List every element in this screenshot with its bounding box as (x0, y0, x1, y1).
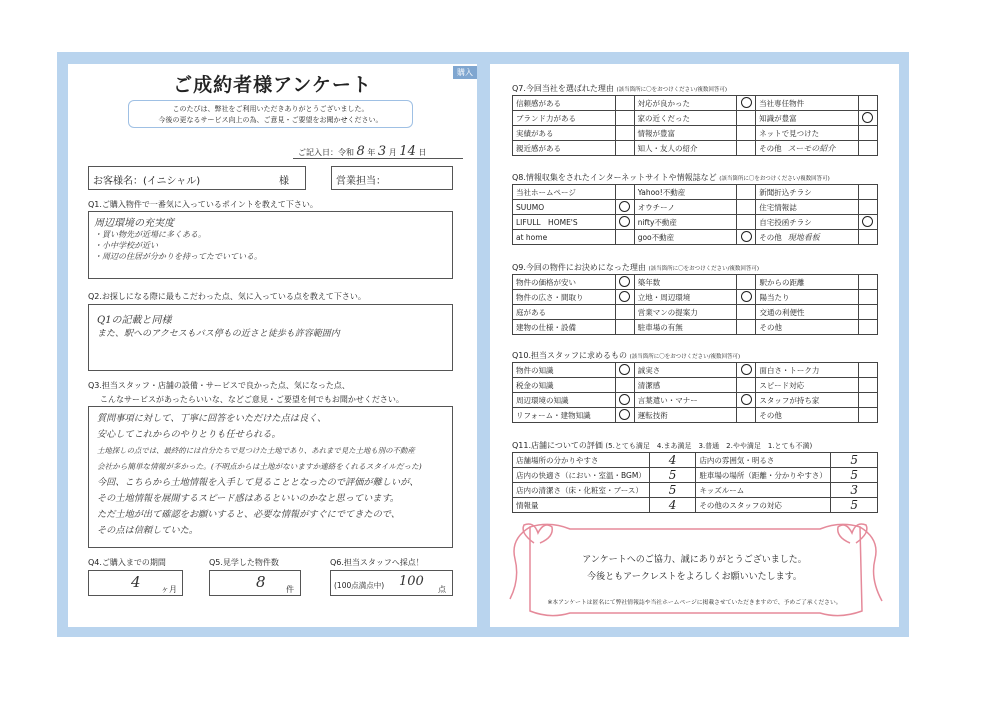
left-panel (68, 64, 477, 627)
q11-score[interactable]: 5 (649, 483, 696, 498)
q8-option-label (756, 200, 859, 215)
q10-option-text: リフォーム・建物知識 (516, 410, 591, 420)
q8-option-text: Yahoo!不動産 (637, 187, 686, 197)
q8-title: Q8.情報収集をされたインターネットサイトや情報誌など (512, 173, 717, 182)
circle-mark-icon (862, 216, 873, 227)
q8-checkbox-cell[interactable] (737, 200, 756, 215)
circle-mark-icon (619, 201, 630, 212)
q7-option-text: 対応が良かった (637, 98, 691, 108)
q9-table (512, 274, 878, 335)
q10-option-text: スピード対応 (759, 380, 805, 390)
q10-checkbox-cell[interactable] (859, 393, 878, 408)
q10-row (513, 363, 878, 378)
q7-option-label (634, 141, 737, 156)
q9-option-text: 立地・周辺環境 (637, 292, 691, 302)
q11-row (513, 453, 878, 468)
q7-option-label (513, 111, 616, 126)
q11-item-label: 情報量 (513, 498, 650, 513)
q7-row (513, 96, 878, 111)
date-year: 8 (356, 144, 365, 159)
q7-other-text: スーモの紹介 (787, 143, 836, 153)
q10-checkbox-cell[interactable] (615, 363, 634, 378)
right-panel (490, 64, 899, 627)
q8-option-text: nifty不動産 (637, 217, 677, 227)
q7-option-label (513, 141, 616, 156)
q7-option-text: 信頼感がある (516, 98, 561, 108)
date-underline (293, 158, 463, 159)
q10-option-text: 税金の知識 (516, 380, 554, 390)
q8-option-text: goo不動産 (637, 232, 675, 242)
circle-mark-icon (741, 364, 752, 375)
q9-option-text: 営業マンの提案力 (637, 307, 698, 317)
q10-note: (該当箇所に〇をおつけください/複数回答可) (629, 354, 741, 360)
q3-label-line-2: こんなサービスがあったらいいな、などご意見・ご要望を何でもお聞かせください。 (100, 395, 404, 404)
q10-title: Q10.担当スタッフに求めるもの (512, 351, 628, 360)
q1-answer-box[interactable] (88, 211, 453, 279)
intro-box (128, 100, 413, 128)
q8-option-label (513, 185, 616, 200)
q9-option-label (634, 305, 737, 320)
q3-answer-line: ただ土地が出て確認をお願いすると、必要な情報がすぐにでてきたので、 (97, 509, 401, 520)
q11-score[interactable]: 5 (831, 498, 878, 513)
q9-row (513, 290, 878, 305)
q10-checkbox-cell[interactable] (859, 408, 878, 423)
q9-option-text: 交通の利便性 (759, 307, 805, 317)
q10-option-text: その他 (759, 410, 782, 420)
q8-option-text: 住宅情報誌 (759, 202, 797, 212)
q8-checkbox-cell[interactable] (615, 200, 634, 215)
q8-option-text: 新聞折込チラシ (759, 187, 812, 197)
staff-label: 営業担当： (336, 176, 386, 187)
q9-note: (該当箇所に〇をおつけください/複数回答可) (648, 266, 760, 272)
q7-checkbox-cell[interactable] (858, 111, 877, 126)
q7-option-text: 知識が豊富 (759, 113, 797, 123)
q7-option-label (634, 126, 737, 141)
q10-option-label (513, 408, 616, 423)
q8-checkbox-cell[interactable] (737, 185, 756, 200)
q11-score[interactable]: 4 (649, 453, 696, 468)
circle-mark-icon (741, 231, 752, 242)
q11-item-label: キッズルーム (696, 483, 831, 498)
q8-checkbox-cell[interactable] (858, 200, 877, 215)
q7-checkbox-cell[interactable] (615, 141, 634, 156)
q9-option-label (513, 290, 616, 305)
q11-score[interactable]: 4 (649, 498, 696, 513)
q8-row (513, 215, 878, 230)
q8-checkbox-cell[interactable] (858, 185, 877, 200)
q10-option-label (513, 393, 616, 408)
customer-suffix: 様 (279, 176, 289, 187)
q7-note: (該当箇所に〇をおつけください/複数回答可) (616, 87, 728, 93)
q9-option-label (513, 305, 616, 320)
q7-checkbox-cell[interactable] (615, 96, 634, 111)
q8-option-text: 当社ホームページ (516, 187, 576, 197)
q8-option-label (634, 185, 737, 200)
q10-option-text: 面白さ・トーク力 (759, 365, 820, 375)
circle-mark-icon (741, 394, 752, 405)
q11-item-label: 店内の快適さ（におい・室温・BGM） (513, 468, 650, 483)
q9-option-label (634, 320, 737, 335)
q8-row (513, 200, 878, 215)
entry-date (298, 144, 426, 159)
q7-option-label (756, 111, 859, 126)
q10-row (513, 408, 878, 423)
date-year-unit: 年 (367, 148, 376, 157)
q7-option-label (756, 126, 859, 141)
q8-option-label (756, 185, 859, 200)
q11-score[interactable]: 5 (831, 453, 878, 468)
q10-option-text: 周辺環境の知識 (516, 395, 569, 405)
q9-checkbox-cell[interactable] (737, 320, 756, 335)
q10-option-label (756, 408, 859, 423)
q7-option-text: 親近感がある (516, 143, 561, 153)
q2-answer-line: Q1の記載と同様 (97, 315, 172, 326)
q7-option-label (634, 96, 737, 111)
q5-answer-box[interactable] (209, 570, 301, 596)
q7-option-text: ネットで見つけた (759, 128, 820, 138)
intro-line-1: このたびは、弊社をご利用いただきありがとうございました。 (172, 105, 369, 113)
q9-option-text: 築年数 (637, 277, 661, 287)
q10-row (513, 393, 878, 408)
q1-answer-line: ・買い物先が近場に多くある。 (94, 230, 206, 239)
q10-option-label (634, 393, 737, 408)
q9-checkbox-cell[interactable] (859, 290, 878, 305)
q3-answer-line: 質問事項に対して、丁寧に回答をいただけた点は良く、 (97, 413, 327, 424)
q2-answer-line: また、駅へのアクセスもバス停もの近さと徒歩も許容範囲内 (97, 329, 340, 339)
q9-row (513, 305, 878, 320)
q3-answer-line: 安心してこれからのやりとりも任せられる。 (97, 429, 281, 440)
q7-option-text: 当社専任物件 (759, 98, 805, 108)
q11-row (513, 483, 878, 498)
footnote: ※本アンケートは匿名にて弊社情報誌や当社ホームページに掲載させていただきますので、予めご了承ください。 (547, 600, 842, 606)
q3-answer-line: 会社から簡単な情報が多かった。(不明点からは土地がないますか連絡をくれるスタイルだった) (97, 462, 422, 471)
q3-answer-line: その点は信頼していた。 (97, 525, 199, 536)
q7-option-text: 家の近くだった (637, 113, 691, 123)
q8-option-text: その他 (759, 232, 782, 242)
q5-label: Q5.見学した物件数 (209, 558, 279, 567)
q10-checkbox-cell[interactable] (615, 408, 634, 423)
q9-option-label (513, 275, 616, 290)
q8-table (512, 184, 878, 245)
q8-checkbox-cell[interactable] (858, 230, 877, 245)
q3-label-line-1: Q3.担当スタッフ・店舗の設備・サービスで良かった点、気になった点、 (88, 381, 350, 390)
q8-option-label (513, 215, 616, 230)
q9-option-text: 駅からの距離 (759, 277, 805, 287)
q1-label: Q1.ご購入物件で一番気に入っているポイントを教えて下さい。 (88, 200, 318, 209)
date-month-unit: 月 (388, 148, 397, 157)
q4-value: 4 (131, 573, 141, 591)
sales-staff-field[interactable] (331, 166, 453, 190)
q1-answer-line: ・周辺の住居が分かりを持ってたでいている。 (94, 252, 262, 261)
q9-option-label (513, 320, 616, 335)
q9-option-label (756, 290, 859, 305)
q9-checkbox-cell[interactable] (737, 290, 756, 305)
q7-option-text: 知人・友人の紹介 (637, 143, 698, 153)
q9-option-label (756, 320, 859, 335)
q4-answer-box[interactable] (88, 570, 183, 596)
q6-note: (100点満点中) (334, 581, 385, 590)
q6-answer-box[interactable] (330, 570, 453, 596)
q10-option-text: 運転技術 (637, 410, 668, 420)
q8-row (513, 185, 878, 200)
date-day: 14 (399, 144, 416, 159)
q11-item-label: 店内の雰囲気・明るさ (696, 453, 831, 468)
q11-table (512, 452, 878, 513)
q11-row (513, 498, 878, 513)
q10-option-label (513, 378, 616, 393)
q8-note: (該当箇所に〇をおつけください/複数回答可) (719, 176, 830, 182)
q10-checkbox-cell[interactable] (737, 408, 756, 423)
q8-option-label (513, 200, 616, 215)
q3-answer-line: その土地情報を展開するスピード感はあるといいのかなと思っています。 (97, 493, 400, 504)
customer-name-field[interactable] (88, 166, 306, 190)
q10-row (513, 378, 878, 393)
q10-checkbox-cell[interactable] (737, 393, 756, 408)
q4-unit: ヶ月 (161, 585, 177, 594)
q7-option-text: 実績がある (516, 128, 554, 138)
q9-option-text: 陽当たり (759, 292, 790, 302)
q11-item-label: その他のスタッフの対応 (696, 498, 831, 513)
q8-label (512, 172, 830, 183)
q9-checkbox-cell[interactable] (615, 305, 634, 320)
q8-checkbox-cell[interactable] (615, 185, 634, 200)
q5-value: 8 (256, 573, 266, 591)
q10-table (512, 362, 878, 423)
q10-checkbox-cell[interactable] (737, 378, 756, 393)
q7-checkbox-cell[interactable] (615, 126, 634, 141)
q7-row (513, 126, 878, 141)
q8-checkbox-cell[interactable] (615, 215, 634, 230)
q9-title: Q9.今回の物件にお決めになった理由 (512, 263, 646, 272)
purchase-badge: 購入 (453, 66, 477, 79)
circle-mark-icon (619, 364, 630, 375)
q9-row (513, 275, 878, 290)
q7-option-text: 情報が豊富 (637, 128, 676, 138)
q7-checkbox-cell[interactable] (858, 126, 877, 141)
q7-label (512, 83, 727, 94)
q3-answer-line: 土地探しの点では、最終的には自分たちで見つけた土地であり、あれまで見た土地も別の不動産 (97, 446, 415, 455)
q9-checkbox-cell[interactable] (615, 320, 634, 335)
q9-checkbox-cell[interactable] (859, 320, 878, 335)
q7-option-label (756, 96, 859, 111)
q1-answer-line: 周辺環境の充実度 (94, 218, 174, 229)
q10-checkbox-cell[interactable] (859, 378, 878, 393)
q10-checkbox-cell[interactable] (737, 363, 756, 378)
q9-option-text: 物件の広さ・間取り (516, 292, 584, 302)
q7-checkbox-cell[interactable] (737, 111, 756, 126)
q10-option-label (756, 378, 859, 393)
q9-option-text: その他 (759, 322, 782, 332)
q11-item-label: 店内の清潔さ（床・化粧室・ブース） (513, 483, 650, 498)
q6-label: Q6.担当スタッフへ採点！ (330, 558, 424, 567)
q10-option-label (756, 393, 859, 408)
q5-unit: 件 (286, 585, 294, 594)
q7-option-label (756, 141, 859, 156)
q11-score[interactable]: 3 (831, 483, 878, 498)
q7-title: Q7.今回当社を選ばれた理由 (512, 84, 614, 93)
q8-other-text: 現地看板 (787, 232, 820, 242)
q9-option-label (756, 305, 859, 320)
q8-checkbox-cell[interactable] (737, 215, 756, 230)
q10-option-text: 物件の知識 (516, 365, 554, 375)
q8-option-label (634, 230, 737, 245)
q9-checkbox-cell[interactable] (737, 305, 756, 320)
q8-option-label (756, 230, 859, 245)
q7-option-text: その他 (759, 143, 782, 153)
q7-checkbox-cell[interactable] (858, 141, 877, 156)
q10-option-text: 言葉遣い・マナー (637, 395, 698, 405)
date-label: ご記入日：令和 (298, 148, 354, 157)
q10-option-label (634, 408, 737, 423)
q8-option-label (756, 215, 859, 230)
circle-mark-icon (619, 409, 630, 420)
q7-option-label (634, 111, 737, 126)
q8-row (513, 230, 878, 245)
q10-checkbox-cell[interactable] (615, 378, 634, 393)
q10-checkbox-cell[interactable] (615, 393, 634, 408)
q11-label (512, 440, 812, 451)
q11-item-label: 店舗場所の分かりやすさ (513, 453, 650, 468)
q10-option-text: 清潔感 (637, 380, 661, 390)
circle-mark-icon (862, 112, 873, 123)
q8-option-text: 自宅投函チラシ (759, 217, 812, 227)
q7-option-label (513, 96, 616, 111)
date-month: 3 (377, 144, 387, 159)
q3-answer-box[interactable] (88, 406, 453, 548)
circle-mark-icon (619, 394, 630, 405)
q9-option-text: 駐車場の有無 (637, 322, 683, 332)
q11-score[interactable]: 5 (649, 468, 696, 483)
thanks-line-1: アンケートへのご協力、誠にありがとうございました。 (582, 555, 807, 565)
q8-option-text: SUUMO (516, 202, 545, 212)
circle-mark-icon (619, 216, 630, 227)
q7-option-text: ブランド力がある (516, 113, 576, 123)
q11-scale: (5.とても満足 4.まあ満足 3.普通 2.やや満足 1.とても不満) (605, 442, 813, 450)
thanks-line-2: 今後ともアークレストをよろしくお願いいたします。 (587, 572, 802, 582)
q9-checkbox-cell[interactable] (859, 305, 878, 320)
q9-option-text: 物件の価格が安い (516, 277, 576, 287)
q9-option-text: 庭がある (516, 307, 546, 317)
q8-option-label (634, 200, 737, 215)
q10-option-label (513, 363, 616, 378)
date-day-unit: 日 (418, 148, 427, 157)
circle-mark-icon (619, 291, 630, 302)
q9-row (513, 320, 878, 335)
q7-checkbox-cell[interactable] (737, 126, 756, 141)
intro-line-2: 今後の更なるサービス向上の為、ご意見・ご要望をお聞かせください。 (158, 116, 383, 124)
q10-option-text: スタッフが持ち家 (759, 395, 820, 405)
q9-checkbox-cell[interactable] (615, 275, 634, 290)
q8-option-text: LIFULL HOME'S (516, 217, 578, 227)
q10-label (512, 350, 740, 361)
q11-score[interactable]: 5 (831, 468, 878, 483)
q8-option-text: オウチーノ (637, 202, 676, 212)
q9-checkbox-cell[interactable] (615, 290, 634, 305)
q9-option-label (756, 275, 859, 290)
q10-option-label (634, 363, 737, 378)
q11-title: Q11.店舗についての評価 (512, 441, 603, 450)
q10-option-text: 誠実さ (637, 365, 661, 375)
q9-checkbox-cell[interactable] (859, 275, 878, 290)
q7-row (513, 111, 878, 126)
customer-label: お客様名：(イニシャル) (93, 176, 201, 187)
q4-label: Q4.ご購入までの期間 (88, 558, 166, 567)
q8-checkbox-cell[interactable] (615, 230, 634, 245)
q7-row (513, 141, 878, 156)
q9-checkbox-cell[interactable] (737, 275, 756, 290)
q3-answer-line: 今回、こちらから土地情報を入手して見ることとなったので評価が難しいが、 (97, 477, 419, 488)
q7-table (512, 95, 878, 156)
q8-checkbox-cell[interactable] (737, 230, 756, 245)
circle-mark-icon (741, 97, 752, 108)
q9-option-text: 建物の仕様・設備 (516, 322, 576, 332)
q10-checkbox-cell[interactable] (859, 363, 878, 378)
q8-option-text: at home (516, 232, 548, 242)
q7-checkbox-cell[interactable] (737, 96, 756, 111)
q8-option-label (513, 230, 616, 245)
q7-checkbox-cell[interactable] (858, 96, 877, 111)
q9-option-label (634, 290, 737, 305)
circle-mark-icon (619, 276, 630, 287)
q6-value: 100 (399, 574, 424, 589)
q10-option-label (634, 378, 737, 393)
q10-option-label (756, 363, 859, 378)
circle-mark-icon (741, 291, 752, 302)
survey-title: ご成約者様アンケート (173, 74, 372, 96)
q1-answer-line: ・小中学校が近い (94, 241, 158, 250)
q8-checkbox-cell[interactable] (858, 215, 877, 230)
q2-label: Q2.お探しになる際に最もこだわった点、気に入っている点を教えて下さい。 (88, 292, 366, 301)
q6-unit: 点 (438, 585, 446, 594)
q7-option-label (513, 126, 616, 141)
q9-option-label (634, 275, 737, 290)
q7-checkbox-cell[interactable] (737, 141, 756, 156)
q8-option-label (634, 215, 737, 230)
q11-row (513, 468, 878, 483)
q11-item-label: 駐車場の場所（距離・分かりやすさ） (696, 468, 831, 483)
q9-label (512, 262, 759, 273)
q7-checkbox-cell[interactable] (615, 111, 634, 126)
q2-answer-box[interactable] (88, 304, 453, 371)
